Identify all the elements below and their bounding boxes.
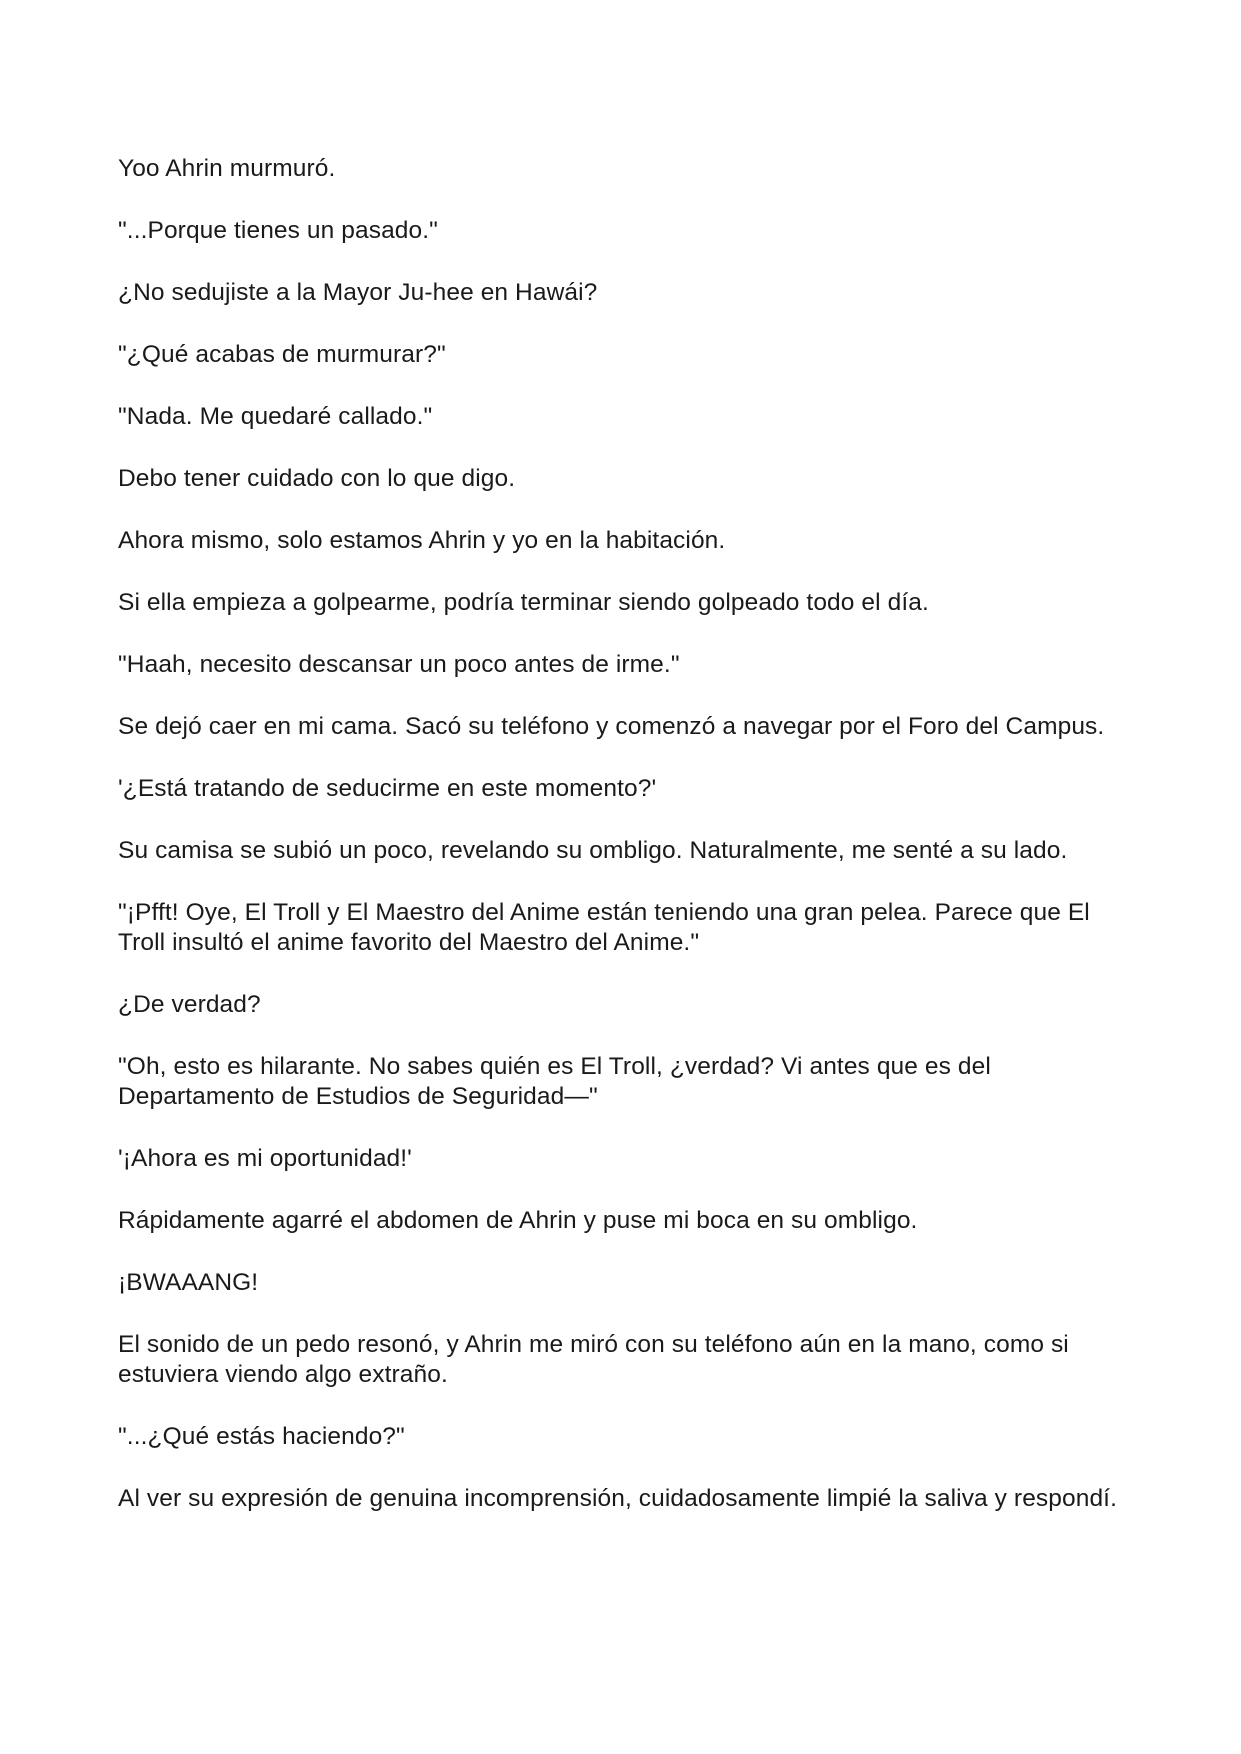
paragraph: Rápidamente agarré el abdomen de Ahrin y puse mi boca en su ombligo. — [118, 1207, 918, 1234]
paragraph: "...¿Qué estás haciendo?" — [118, 1423, 405, 1450]
paragraph: Yoo Ahrin murmuró. — [118, 155, 336, 182]
paragraph: "¡Pfft! Oye, El Troll y El Maestro del Anime están teniendo una gran pelea. Parece que El Troll insultó el anime favorito del Maestro del Anime." — [118, 899, 1090, 956]
paragraph: "...Porque tienes un pasado." — [118, 217, 438, 244]
paragraph: "Haah, necesito descansar un poco antes de irme." — [118, 651, 680, 678]
paragraph: '¡Ahora es mi oportunidad!' — [118, 1145, 412, 1172]
paragraph: Se dejó caer en mi cama. Sacó su teléfono y comenzó a navegar por el Foro del Campus. — [118, 713, 1105, 740]
paragraph: "Nada. Me quedaré callado." — [118, 403, 433, 430]
paragraph: "Oh, esto es hilarante. No sabes quién es El Troll, ¿verdad? Vi antes que es del Departamento de Estudios de Seguridad—" — [118, 1053, 991, 1110]
paragraph: Si ella empieza a golpearme, podría terminar siendo golpeado todo el día. — [118, 589, 929, 616]
document-body — [118, 154, 1118, 1546]
paragraph: Ahora mismo, solo estamos Ahrin y yo en la habitación. — [118, 527, 726, 554]
paragraph: ¿No sedujiste a la Mayor Ju-hee en Hawái? — [118, 279, 598, 306]
paragraph: ¡BWAAANG! — [118, 1269, 259, 1296]
paragraph: '¿Está tratando de seducirme en este momento?' — [118, 775, 657, 802]
paragraph: El sonido de un pedo resonó, y Ahrin me miró con su teléfono aún en la mano, como si estuviera viendo algo extraño. — [118, 1331, 1069, 1388]
paragraph: Debo tener cuidado con lo que digo. — [118, 465, 516, 492]
paragraph: ¿De verdad? — [118, 991, 261, 1018]
paragraph: Al ver su expresión de genuina incomprensión, cuidadosamente limpié la saliva y respondí. — [118, 1485, 1117, 1512]
paragraph: "¿Qué acabas de murmurar?" — [118, 341, 446, 368]
paragraph: Su camisa se subió un poco, revelando su ombligo. Naturalmente, me senté a su lado. — [118, 837, 1068, 864]
